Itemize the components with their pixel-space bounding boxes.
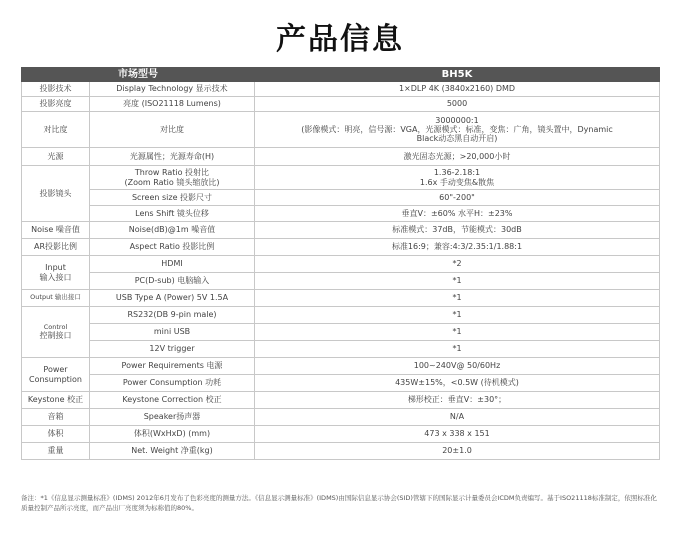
row-value: N/A (255, 409, 660, 426)
category-line: Control (43, 322, 68, 331)
row-category: Keystone 校正 (22, 392, 90, 409)
model-value: BH5K (255, 68, 660, 82)
row-item: RS232(DB 9-pin male) (90, 307, 255, 324)
value-line: Black动态黑自动开启) (416, 134, 498, 144)
item-line: (Zoom Ratio 镜头缩放比) (124, 177, 220, 187)
table-row (22, 97, 660, 112)
table-row (22, 375, 660, 392)
table-row (22, 222, 660, 239)
category-line: Consumption (29, 374, 82, 384)
row-value (255, 112, 660, 148)
row-item: 12V trigger (90, 341, 255, 358)
row-category: 光源 (22, 148, 90, 166)
row-value: *1 (255, 290, 660, 307)
row-value: *1 (255, 273, 660, 290)
row-category (22, 256, 90, 290)
category-line: Input (45, 263, 66, 273)
row-category: 投影技术 (22, 82, 90, 97)
row-category: 投影亮度 (22, 97, 90, 112)
spec-table (21, 67, 660, 460)
page-title: 产品信息 (276, 22, 404, 57)
row-category: 音箱 (22, 409, 90, 426)
row-item: Noise(dB)@1m 噪音值 (90, 222, 255, 239)
table-row (22, 324, 660, 341)
row-item: HDMI (90, 256, 255, 273)
row-item: 亮度 (ISO21118 Lumens) (90, 97, 255, 112)
category-line: 控制接口 (39, 331, 72, 341)
row-category: 体积 (22, 426, 90, 443)
table-header-row (22, 68, 660, 82)
value-line: 1.6x 手动变焦&散焦 (419, 177, 495, 187)
row-item (90, 166, 255, 190)
row-item: Speaker扬声器 (90, 409, 255, 426)
table-row (22, 341, 660, 358)
table-row (22, 190, 660, 206)
row-item: 光源属性；光源寿命(H) (90, 148, 255, 166)
row-value: *2 (255, 256, 660, 273)
table-row (22, 273, 660, 290)
row-value: 20±1.0 (255, 443, 660, 460)
row-value: 1×DLP 4K (3840x2160) DMD (255, 82, 660, 97)
row-value: 435W±15%，<0.5W (待机模式) (255, 375, 660, 392)
row-value: *1 (255, 324, 660, 341)
row-category: Output 输出接口 (22, 290, 90, 307)
table-row (22, 112, 660, 148)
table-row (22, 409, 660, 426)
item-line: Throw Ratio 投射比 (134, 168, 210, 178)
row-item: mini USB (90, 324, 255, 341)
row-category: 重量 (22, 443, 90, 460)
row-item: USB Type A (Power) 5V 1.5A (90, 290, 255, 307)
value-line: 1.36-2.18:1 (433, 168, 481, 178)
row-item: Power Consumption 功耗 (90, 375, 255, 392)
table-row (22, 256, 660, 273)
value-line: 3000000:1 (435, 115, 479, 125)
row-item: PC(D-sub) 电脑输入 (90, 273, 255, 290)
row-value: 标准16:9；兼容:4:3/2.35:1/1.88:1 (255, 239, 660, 256)
table-row (22, 307, 660, 324)
footnote: 备注：*1《信息显示测量标准》(IDMS) 2012年6月发布了色彩亮度的测量方法。《信息显示测量标准》(IDMS)由国际信息显示协会(SID)管辖下的国际显示计量委员会ICDM负责编写。基于ISO21118标准制定，依照标准化质量控制产品所示亮度，而产品出厂亮度须为标称值的80%。 (21, 494, 657, 512)
row-value: *1 (255, 341, 660, 358)
table-row (22, 82, 660, 97)
table-row (22, 290, 660, 307)
row-value: *1 (255, 307, 660, 324)
row-category: AR投影比例 (22, 239, 90, 256)
row-value: 5000 (255, 97, 660, 112)
row-value: 激光固态光源；>20,000小时 (255, 148, 660, 166)
row-value (255, 166, 660, 190)
row-item: Aspect Ratio 投影比例 (90, 239, 255, 256)
row-item: 体积(WxHxD) (mm) (90, 426, 255, 443)
row-category: Noise 噪音值 (22, 222, 90, 239)
table-row (22, 358, 660, 375)
category-line: 输入接口 (39, 272, 72, 282)
row-value: 标准模式：37dB，节能模式：30dB (255, 222, 660, 239)
row-item: 对比度 (90, 112, 255, 148)
table-row (22, 148, 660, 166)
row-category (22, 358, 90, 392)
row-value: 473 x 338 x 151 (255, 426, 660, 443)
row-value: 梯形校正：垂直V：±30°； (255, 392, 660, 409)
row-value: 60"-200" (255, 190, 660, 206)
row-category: 对比度 (22, 112, 90, 148)
category-line: Power (43, 365, 68, 375)
row-value: 100~240V@ 50/60Hz (255, 358, 660, 375)
row-category: 投影镜头 (22, 166, 90, 222)
row-item: Lens Shift 镜头位移 (90, 206, 255, 222)
table-row (22, 206, 660, 222)
table-row (22, 239, 660, 256)
model-label: 市场型号 (22, 68, 255, 82)
row-value: 垂直V：±60% 水平H：±23% (255, 206, 660, 222)
row-item: Keystone Correction 校正 (90, 392, 255, 409)
row-item: Display Technology 显示技术 (90, 82, 255, 97)
row-item: Power Requirements 电源 (90, 358, 255, 375)
table-row (22, 443, 660, 460)
table-row (22, 392, 660, 409)
row-item: Screen size 投影尺寸 (90, 190, 255, 206)
table-row (22, 166, 660, 190)
table-row (22, 426, 660, 443)
row-item: Net. Weight 净重(kg) (90, 443, 255, 460)
row-category (22, 307, 90, 358)
value-line: (影像模式：明亮，信号源：VGA，光源模式：标准，变焦：广角，镜头置中，Dynamic (301, 124, 613, 134)
